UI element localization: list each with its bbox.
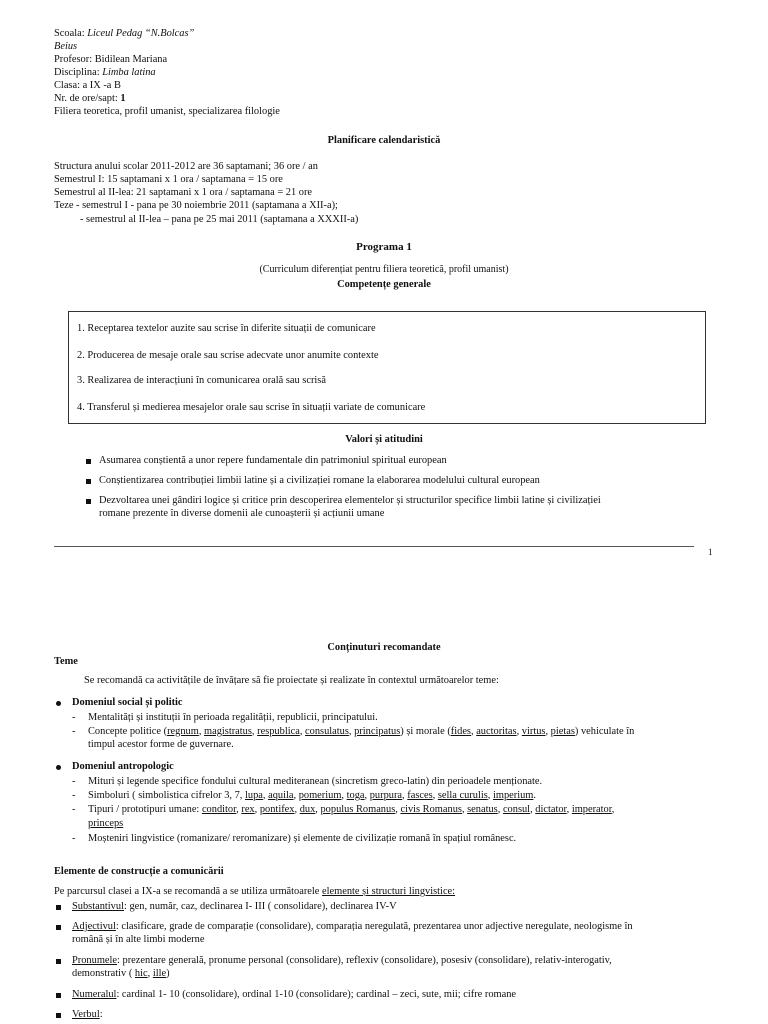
- value-item-2: Conștientizarea contribuției limbii latine și a civilizației romane la elaborarea modelului cultural european: [99, 475, 540, 486]
- term: consulatus: [305, 726, 349, 737]
- domain-anthro-title: Domeniul antropologic: [72, 761, 174, 772]
- value-item-1: Asumarea conștientă a unor repere fundamentale din patrimoniul spiritual european: [99, 455, 447, 466]
- domain-social-title: Domeniul social și politic: [72, 697, 183, 708]
- term: civis Romanus: [400, 804, 462, 815]
- dash-bullet-icon: -: [72, 712, 76, 723]
- term: ille: [152, 968, 167, 979]
- element-adjectiv: [72, 921, 633, 933]
- values-title: Valori și atitudini: [345, 434, 423, 445]
- planning-line-3: Semestrul al II-lea: 21 saptamani x 1 ora / saptamana = 21 ore: [54, 187, 313, 198]
- social-line-2: Concepte politice (regnum, magistratus, respublica, consulatus, principatus) și morale (fides, auctoritas, virtus, pietas) vehiculate în: [88, 726, 635, 737]
- term: toga: [346, 790, 365, 801]
- contents-title: Conținuturi recomandate: [327, 642, 441, 653]
- term: pomerium: [298, 790, 342, 801]
- term: aquila: [268, 790, 294, 801]
- planning-title: Planificare calendaristică: [327, 135, 441, 146]
- text: Concepte politice (: [88, 726, 168, 737]
- competence-3: 3. Realizarea de interacțiuni în comunicarea orală sau scrisă: [77, 375, 326, 386]
- term: dux: [299, 804, 316, 815]
- value-item-3-cont: romane prezente în diverse domenii ale cunoașterii și acțiunii umane: [99, 508, 385, 519]
- term: imperator: [571, 804, 612, 815]
- term: Numeralul: [72, 989, 117, 1000]
- square-bullet-icon: [86, 479, 91, 484]
- hours-value: 1: [120, 93, 126, 104]
- element-pronume-cont: demonstrativ ( hic, ille): [72, 968, 170, 979]
- text: Simboluri ( simbolistica cifrelor 3, 7,: [88, 790, 243, 801]
- themes-intro: Se recomandă ca activitățile de învățare să fie proiectate și realizate în contextul următoarelor teme:: [84, 675, 499, 686]
- anthro-line-1: Mituri și legende specifice fondului cultural mediteranean (sincretism greco-latin) din perioadele menționate.: [88, 776, 543, 787]
- round-bullet-icon: [56, 765, 61, 770]
- term: pontifex: [259, 804, 295, 815]
- hours-line: [54, 93, 126, 105]
- square-bullet-icon: [86, 499, 91, 504]
- text: : clasificare, grade de comparație (consolidare), comparația neregulată, prezentarea unor adjective neregulate, neologisme în: [115, 921, 633, 932]
- element-numeral: [72, 989, 516, 1001]
- term: elemente și structuri lingvistice:: [322, 886, 456, 897]
- dash-bullet-icon: -: [72, 790, 76, 801]
- elements-title: Elemente de construcție a comunicării: [54, 866, 224, 877]
- text: Tipuri / prototipuri umane:: [88, 804, 200, 815]
- term: hic: [134, 968, 148, 979]
- dash-bullet-icon: -: [72, 833, 76, 844]
- text: ) și morale (: [400, 726, 451, 737]
- text: : prezentare generală, pronume personal (consolidare), reflexiv (consolidare), posesiv (consolidare), relativ-interogativ,: [117, 955, 612, 966]
- discipline-label: Disciplina:: [54, 67, 100, 78]
- term: senatus: [467, 804, 498, 815]
- element-pronume: [72, 955, 612, 967]
- square-bullet-icon: [56, 993, 61, 998]
- term: consul: [502, 804, 531, 815]
- page-divider: [54, 546, 694, 547]
- program-title: Programa 1: [356, 241, 412, 253]
- term: populus Romanus: [320, 804, 396, 815]
- text: : cardinal 1- 10 (consolidare), ordinal 1-10 (consolidare); cardinal – zeci, sute, mii; cifre romane: [116, 989, 517, 1000]
- program-subtitle: (Curriculum diferențiat pentru filiera teoretică, profil umanist): [259, 264, 509, 275]
- teacher: Profesor: Bidilean Mariana: [54, 54, 168, 65]
- text: demonstrativ (: [72, 968, 133, 979]
- term: Pronumele: [72, 955, 118, 966]
- text: : gen, număr, caz, declinarea I- III ( consolidare), declinarea IV-V: [123, 901, 397, 912]
- term: fasces: [407, 790, 433, 801]
- dash-bullet-icon: -: [72, 804, 76, 815]
- class: Clasa: a IX -a B: [54, 80, 121, 91]
- anthro-line-2: Simboluri ( simbolistica cifrelor 3, 7, lupa, aquila, pomerium, toga, purpura, fasces, sella curulis, imperium.: [88, 790, 536, 801]
- element-adjectiv-cont: română și în alte limbi moderne: [72, 934, 205, 945]
- text: Pe parcursul clasei a IX-a se recomandă a se utiliza următoarele: [54, 886, 320, 897]
- term: Substantivul: [72, 901, 124, 912]
- element-substantiv: [72, 901, 397, 913]
- competences-title: Competențe generale: [337, 279, 431, 290]
- school-value: Liceul Pedag “N.Bolcas”: [87, 28, 195, 39]
- school-line: [54, 28, 194, 40]
- term: conditor: [201, 804, 237, 815]
- city: Beius: [54, 41, 78, 52]
- planning-line-4: Teze - semestrul I - pana pe 30 noiembrie 2011 (saptamana a XII-a);: [54, 200, 338, 211]
- term: regnum: [167, 726, 199, 737]
- term: auctoritas: [476, 726, 517, 737]
- hours-label: Nr. de ore/sapt:: [54, 93, 118, 104]
- square-bullet-icon: [56, 959, 61, 964]
- track: Filiera teoretica, profil umanist, specializarea filologie: [54, 106, 280, 117]
- term: sella curulis: [437, 790, 488, 801]
- anthro-line-5: Moșteniri lingvistice (romanizare/ reromanizare) și elemente de civilizație romană în spațiul românesc.: [88, 833, 517, 844]
- term: magistratus: [204, 726, 252, 737]
- term: principatus: [354, 726, 401, 737]
- elements-intro: [54, 886, 455, 898]
- school-label: Scoala:: [54, 28, 85, 39]
- competence-4: 4. Transferul și medierea mesajelor orale sau scrise în situații variate de comunicare: [77, 402, 426, 413]
- term: pietas: [550, 726, 575, 737]
- social-line-3: timpul acestor forme de guvernare.: [88, 739, 234, 750]
- themes-label: Teme: [54, 656, 78, 667]
- term: purpura: [369, 790, 403, 801]
- dash-bullet-icon: -: [72, 776, 76, 787]
- planning-line-1: Structura anului scolar 2011-2012 are 36 saptamani; 36 ore / an: [54, 161, 318, 172]
- competence-1: 1. Receptarea textelor auzite sau scrise în diferite situații de comunicare: [77, 323, 376, 334]
- element-verb: [72, 1009, 103, 1021]
- term: lupa: [245, 790, 263, 801]
- discipline-line: [54, 67, 156, 79]
- discipline-value: Limba latina: [102, 67, 156, 78]
- text: ) vehiculate în: [574, 726, 635, 737]
- term: Adjectivul: [72, 921, 116, 932]
- square-bullet-icon: [56, 1013, 61, 1018]
- social-line-1: Mentalități și instituții în perioada regalității, republicii, principatului.: [88, 712, 378, 723]
- anthro-line-4: princeps: [88, 818, 124, 829]
- text: ): [166, 968, 170, 979]
- competence-2: 2. Producerea de mesaje orale sau scrise adecvate unor anumite contexte: [77, 350, 379, 361]
- planning-line-2: Semestrul I: 15 saptamani x 1 ora / saptamana = 15 ore: [54, 174, 283, 185]
- square-bullet-icon: [56, 905, 61, 910]
- round-bullet-icon: [56, 701, 61, 706]
- term: Verbul: [72, 1009, 100, 1020]
- square-bullet-icon: [56, 925, 61, 930]
- term: respublica: [257, 726, 300, 737]
- value-item-3: Dezvoltarea unei gândiri logice și critice prin descoperirea elementelor și structurilor specifice limbii latine și civilizației: [99, 495, 601, 506]
- term: rex: [241, 804, 255, 815]
- anthro-line-3: Tipuri / prototipuri umane: conditor, rex, pontifex, dux, populus Romanus, civis Romanus, senatus, consul, dictator, imperator,: [88, 804, 615, 815]
- term: virtus: [521, 726, 546, 737]
- page-number: 1: [708, 547, 713, 557]
- term: dictator: [535, 804, 567, 815]
- planning-line-5: - semestrul al II-lea – pana pe 25 mai 2011 (saptamana a XXXII-a): [80, 214, 359, 225]
- dash-bullet-icon: -: [72, 726, 76, 737]
- square-bullet-icon: [86, 459, 91, 464]
- term: imperium: [492, 790, 534, 801]
- term: fides: [450, 726, 471, 737]
- text: :: [99, 1009, 103, 1020]
